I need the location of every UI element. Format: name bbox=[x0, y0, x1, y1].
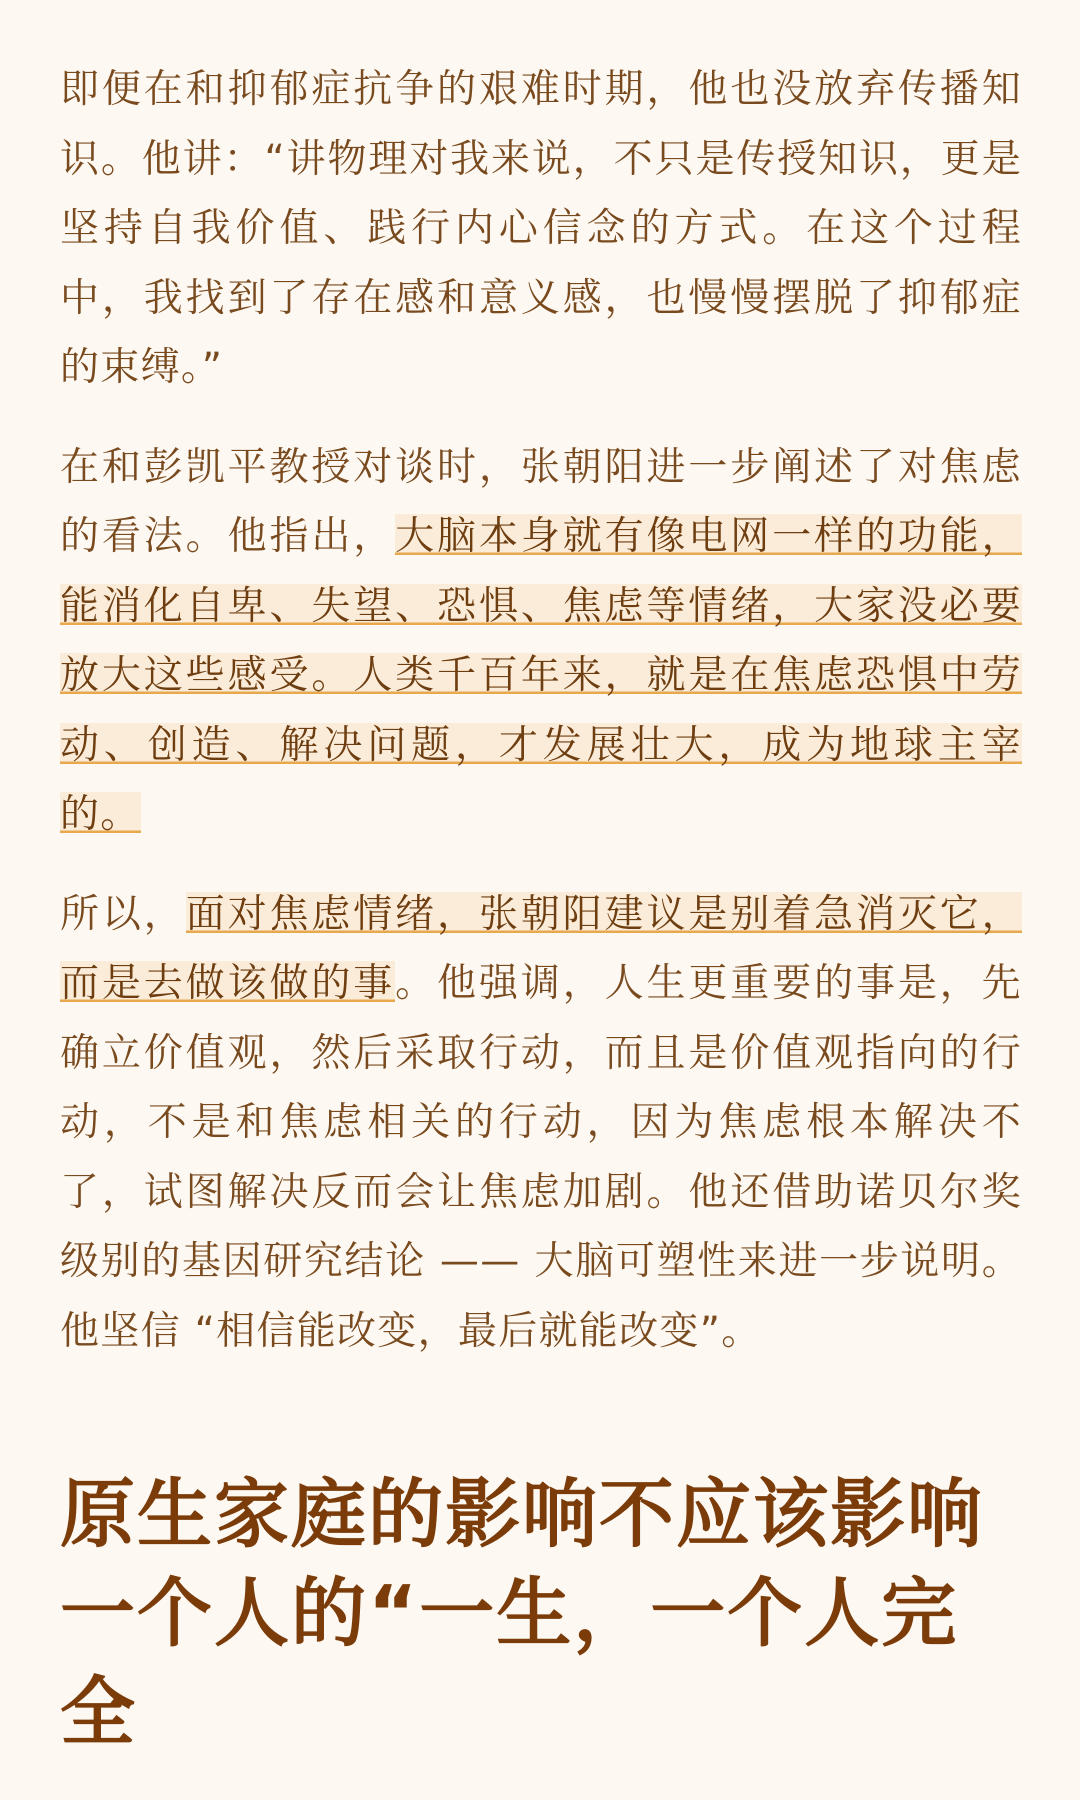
paragraph-3-lead-text: 所以， bbox=[60, 891, 186, 937]
paragraph-2 bbox=[60, 433, 1022, 850]
paragraph-2-text: 在和彭凯平教授对谈时，张朝阳进一步阐述了对焦虑的看法。他指出， bbox=[60, 444, 1022, 559]
paragraph-1-text: 即便在和抑郁症抗争的艰难时期，他也没放弃传播知识。他讲：“讲物理对我来说，不只是传授知识，更是坚持自我价值、践行内心信念的方式。在这个过程中，我找到了存在感和意义感，也慢慢摆脱了抑郁症的束缚。” bbox=[60, 67, 1022, 390]
article-body bbox=[60, 55, 1022, 1396]
paragraph-3 bbox=[60, 880, 1022, 1367]
paragraph-2-highlight: 大脑本身就有像电网一样的功能，能消化自卑、失望、恐惧、焦虑等情绪，大家没必要放大这些感受。人类千百年来，就是在焦虑恐惧中劳动、创造、解决问题，才发展壮大，成为地球主宰的。 bbox=[60, 514, 1022, 837]
paragraph-1 bbox=[60, 55, 1022, 403]
section-heading: 原生家庭的影响不应该影响一个人的“一生，一个人完全 bbox=[60, 1470, 985, 1756]
paragraph-3-text: 。他强调，人生更重要的事是，先确立价值观，然后采取行动，而且是价值观指向的行动，不是和焦虑相关的行动，因为焦虑根本解决不了，试图解决反而会让焦虑加剧。他还借助诺贝尔奖级别的基因研究结论 —— 大脑可塑性来进一步说明。他坚信 “相信能改变，最后就能改变”。 bbox=[60, 961, 1022, 1354]
paragraph-3-highlight: 面对焦虑情绪，张朝阳建议是别着急消灭它，而是去做该做的事 bbox=[60, 891, 1022, 1006]
